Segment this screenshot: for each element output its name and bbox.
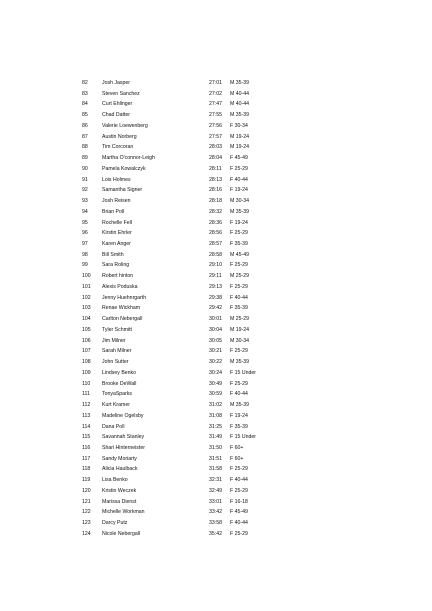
age-category: M 30-34 [230,198,250,205]
finish-time: 30:04 [209,326,222,333]
finish-time: 27:55 [209,112,222,119]
result-row [0,497,432,508]
age-category: F 30-34 [230,122,248,129]
result-row [0,99,432,110]
age-category: M 35-39 [230,402,250,409]
runner-name: Sara Roling [102,262,130,269]
place-number: 83 [82,90,88,97]
age-category: F 45-49 [230,155,248,162]
place-number: 98 [82,251,88,258]
age-category: F 25-29 [230,530,248,537]
runner-name: Samantha Signer [102,187,143,194]
finish-time: 29:11 [209,273,222,280]
result-row [0,282,432,293]
result-row [0,185,432,196]
finish-time: 33:42 [209,509,222,516]
place-number: 88 [82,144,88,151]
runner-name: Renae Wickham [102,305,141,312]
age-category: F 25-29 [230,487,248,494]
finish-time: 28:11 [209,165,222,172]
place-number: 85 [82,112,88,119]
place-number: 114 [82,423,91,430]
finish-time: 30:24 [209,369,222,376]
age-category: F 15 Under [230,434,256,441]
runner-name: Josh Reisen [102,198,131,205]
runner-name: Darcy Putz [102,520,128,527]
place-number: 121 [82,498,91,505]
result-row [0,346,432,357]
runner-name: Marissa Dienst [102,498,137,505]
runner-name: Lois Holmes [102,176,131,183]
age-category: M 25-29 [230,316,250,323]
runner-name: Sandy Moriarty [102,455,137,462]
age-category: M 40-44 [230,90,250,97]
finish-time: 32:31 [209,477,222,484]
result-row [0,432,432,443]
runner-name: Rochelle Fell [102,219,132,226]
result-row [0,400,432,411]
place-number: 95 [82,219,88,226]
age-category: M 30-34 [230,337,250,344]
place-number: 94 [82,208,88,215]
age-category: M 19-24 [230,133,250,140]
place-number: 93 [82,198,88,205]
finish-time: 28:04 [209,155,222,162]
place-number: 118 [82,466,91,473]
age-category: F 19-24 [230,412,248,419]
result-row [0,464,432,475]
runner-name: Bill Smith [102,251,124,258]
finish-time: 33:01 [209,498,222,505]
place-number: 124 [82,530,91,537]
finish-time: 29:10 [209,262,222,269]
runner-name: Jenny Huehnrgarth [102,294,147,301]
race-results-list [0,78,432,540]
finish-time: 28:56 [209,230,222,237]
runner-name: Nicole Nebergall [102,530,141,537]
result-row [0,325,432,336]
runner-name: Kristin Weczek [102,487,137,494]
finish-time: 30:59 [209,391,222,398]
age-category: F 40-44 [230,176,248,183]
age-category: F 35-39 [230,305,248,312]
age-category: F 15 Under [230,369,256,376]
runner-name: Brooke DeWall [102,380,137,387]
place-number: 96 [82,230,88,237]
place-number: 117 [82,455,91,462]
result-row [0,411,432,422]
place-number: 115 [82,434,91,441]
place-number: 105 [82,326,91,333]
result-row [0,293,432,304]
finish-time: 29:38 [209,294,222,301]
place-number: 112 [82,402,91,409]
runner-name: Kurt Kramer [102,402,130,409]
result-row [0,196,432,207]
age-category: F 40-44 [230,294,248,301]
runner-name: Alexis Poduska [102,283,138,290]
runner-name: Austin Norberg [102,133,137,140]
age-category: M 35-39 [230,208,250,215]
finish-time: 28:36 [209,219,222,226]
result-row [0,239,432,250]
result-row [0,164,432,175]
runner-name: Savannah Stanley [102,434,145,441]
place-number: 90 [82,165,88,172]
runner-name: Tim Corcoran [102,144,134,151]
age-category: M 19-24 [230,326,250,333]
place-number: 97 [82,241,88,248]
age-category: M 25-29 [230,273,250,280]
runner-name: Jim Milner [102,337,126,344]
place-number: 91 [82,176,88,183]
place-number: 120 [82,487,91,494]
finish-time: 29:42 [209,305,222,312]
result-row [0,132,432,143]
age-category: F 16-18 [230,498,248,505]
result-row [0,454,432,465]
age-category: F 19-24 [230,219,248,226]
finish-time: 28:57 [209,241,222,248]
finish-time: 28:16 [209,187,222,194]
place-number: 102 [82,294,91,301]
runner-name: John Sutter [102,359,129,366]
finish-time: 30:05 [209,337,222,344]
runner-name: Steven Sanchez [102,90,140,97]
place-number: 84 [82,101,88,108]
place-number: 89 [82,155,88,162]
result-row [0,271,432,282]
place-number: 111 [82,391,90,398]
finish-time: 30:22 [209,359,222,366]
age-category: F 35-39 [230,423,248,430]
finish-time: 31:58 [209,466,222,473]
result-row [0,518,432,529]
result-row [0,314,432,325]
finish-time: 27:47 [209,101,222,108]
place-number: 119 [82,477,91,484]
result-row [0,529,432,540]
finish-time: 31:51 [209,455,222,462]
place-number: 113 [82,412,91,419]
runner-name: Dana Poll [102,423,125,430]
runner-name: Robert hinton [102,273,134,280]
result-row [0,303,432,314]
age-category: M 19-24 [230,144,250,151]
result-row [0,175,432,186]
age-category: F 40-44 [230,477,248,484]
finish-time: 27:02 [209,90,222,97]
finish-time: 31:49 [209,434,222,441]
result-row [0,475,432,486]
age-category: F 25-29 [230,230,248,237]
place-number: 107 [82,348,91,355]
finish-time: 30:49 [209,380,222,387]
finish-time: 27:01 [209,80,222,86]
result-row [0,379,432,390]
result-row [0,260,432,271]
result-row [0,486,432,497]
result-row [0,422,432,433]
place-number: 87 [82,133,88,140]
runner-name: Shari Hinterneister [102,444,145,451]
age-category: F 40-44 [230,391,248,398]
runner-name: Alicia Haulback [102,466,138,473]
result-row [0,389,432,400]
runner-name: Josh Jasper [102,80,130,86]
age-category: F 35-39 [230,241,248,248]
place-number: 104 [82,316,91,323]
result-row [0,336,432,347]
age-category: M 35-39 [230,80,250,86]
place-number: 100 [82,273,91,280]
result-row [0,153,432,164]
place-number: 99 [82,262,88,269]
age-category: F 25-29 [230,466,248,473]
finish-time: 28:18 [209,198,222,205]
place-number: 103 [82,305,91,312]
finish-time: 33:58 [209,520,222,527]
finish-time: 28:58 [209,251,222,258]
result-row [0,89,432,100]
finish-time: 31:02 [209,402,222,409]
age-category: F 45-49 [230,509,248,516]
finish-time: 32:49 [209,487,222,494]
place-number: 82 [82,80,88,86]
runner-name: Kirstin Ehrler [102,230,132,237]
runner-name: Tyler Schmitt [102,326,132,333]
age-category: F 19-24 [230,187,248,194]
finish-time: 29:13 [209,283,222,290]
runner-name: Pamela Kowalczyk [102,165,146,172]
result-row [0,507,432,518]
age-category: F 25-29 [230,165,248,172]
runner-name: Lindsey Benko [102,369,137,376]
result-row [0,207,432,218]
age-category: M 35-39 [230,359,250,366]
result-row [0,357,432,368]
runner-name: Michelle Workman [102,509,145,516]
finish-time: 28:03 [209,144,222,151]
place-number: 123 [82,520,91,527]
runner-name: Lisa Benko [102,477,128,484]
finish-time: 31:50 [209,444,222,451]
result-row [0,121,432,132]
result-row [0,218,432,229]
place-number: 116 [82,444,91,451]
runner-name: Martha O'connor-Leigh [102,155,155,162]
runner-name: Valerie Loewenberg [102,122,148,129]
place-number: 110 [82,380,91,387]
finish-time: 28:13 [209,176,222,183]
finish-time: 30:21 [209,348,222,355]
result-row [0,443,432,454]
result-row [0,142,432,153]
age-category: F 25-29 [230,283,248,290]
result-row [0,78,432,89]
runner-name: Madeline Ogelsby [102,412,144,419]
finish-time: 28:32 [209,208,222,215]
place-number: 109 [82,369,91,376]
age-category: M 45-49 [230,251,250,258]
runner-name: Brian Poll [102,208,125,215]
runner-name: TonyaSparks [102,391,132,398]
finish-time: 27:57 [209,133,222,140]
place-number: 108 [82,359,91,366]
runner-name: Curt Ehlinger [102,101,133,108]
age-category: F 25-29 [230,380,248,387]
result-row [0,228,432,239]
age-category: F 25-29 [230,262,248,269]
runner-name: Karen Anger [102,241,131,248]
result-row [0,368,432,379]
finish-time: 30:01 [209,316,222,323]
finish-time: 31:25 [209,423,222,430]
runner-name: Chad Datter [102,112,130,119]
place-number: 86 [82,122,88,129]
finish-time: 31:08 [209,412,222,419]
runner-name: Carlton Nebergall [102,316,143,323]
runner-name: Sarah Milner [102,348,132,355]
age-category: F 60+ [230,444,244,451]
age-category: M 35-39 [230,112,250,119]
place-number: 122 [82,509,91,516]
age-category: F 60+ [230,455,244,462]
place-number: 106 [82,337,91,344]
age-category: F 40-44 [230,520,248,527]
age-category: M 40-44 [230,101,250,108]
result-row [0,250,432,261]
place-number: 92 [82,187,88,194]
age-category: F 25-29 [230,348,248,355]
finish-time: 27:56 [209,122,222,129]
finish-time: 35:42 [209,530,222,537]
result-row [0,110,432,121]
place-number: 101 [82,283,91,290]
